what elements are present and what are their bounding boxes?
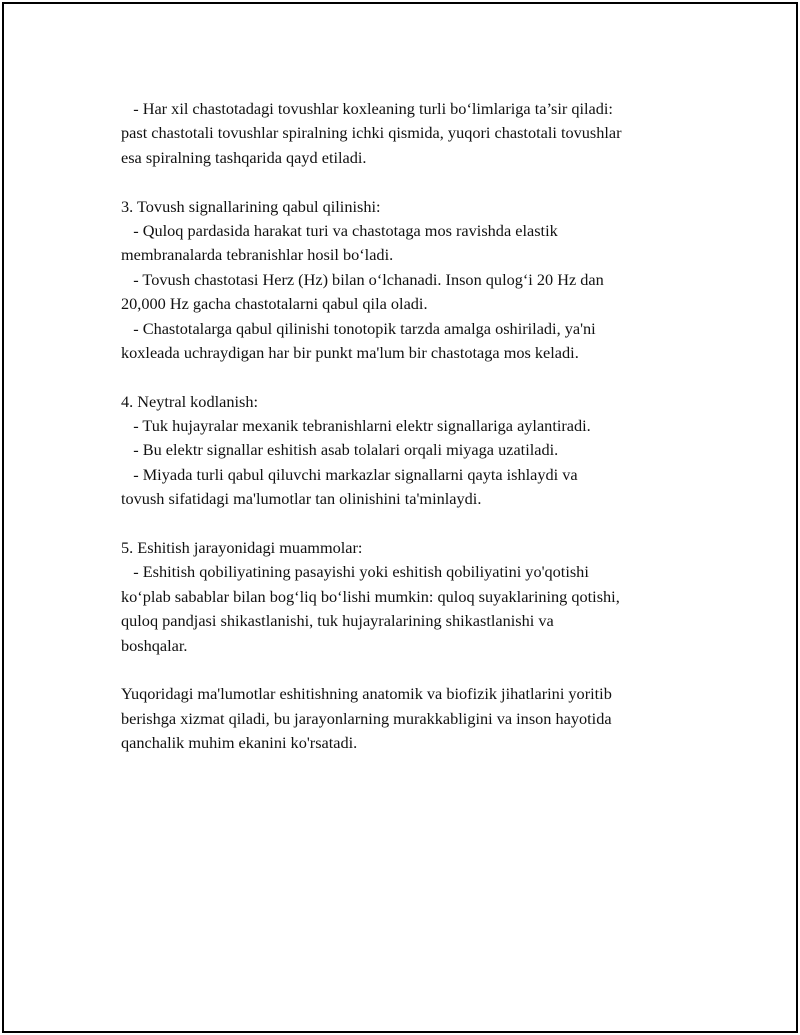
paragraph-gap bbox=[121, 365, 711, 389]
section-heading: 5. Eshitish jarayonidagi muammolar: bbox=[121, 538, 363, 558]
text-line: 20,000 Hz gacha chastotalarni qabul qila oladi. bbox=[121, 294, 428, 314]
paragraph-gap bbox=[121, 512, 711, 536]
text-line: boshqalar. bbox=[121, 635, 188, 655]
text-line: - Bu elektr signallar eshitish asab tolalari orqali miyaga uzatiladi. bbox=[121, 440, 559, 460]
text-line: - Har xil chastotadagi tovushlar koxleaning turli bo‘limlariga ta’sir qiladi: bbox=[121, 99, 613, 118]
text-line: - Tuk hujayralar mexanik tebranishlarni elektr signallariga aylantiradi. bbox=[121, 416, 591, 436]
text-line: quloq pandjasi shikastlanishi, tuk hujayralarining shikastlanishi va bbox=[121, 611, 554, 631]
paragraph-gap bbox=[121, 170, 711, 194]
text-line: esa spiralning tashqarida qayd etiladi. bbox=[121, 147, 367, 167]
text-line: ko‘plab sabablar bilan bog‘liq bo‘lishi mumkin: quloq suyaklarining qotishi, bbox=[121, 586, 620, 606]
section-heading: 4. Neytral kodlanish: bbox=[121, 391, 259, 411]
text-line: koxleada uchraydigan har bir punkt ma'lum bir chastotaga mos keladi. bbox=[121, 342, 579, 362]
text-line: - Miyada turli qabul qiluvchi markazlar signallarni qayta ishlaydi va bbox=[121, 464, 578, 484]
paragraph-gap bbox=[121, 658, 711, 682]
text-line: berishga xizmat qiladi, bu jarayonlarning murakkabligini va inson hayotida bbox=[121, 708, 612, 728]
document-body bbox=[121, 97, 711, 756]
text-line: membranalarda tebranishlar hosil bo‘ladi. bbox=[121, 245, 394, 265]
text-line: qanchalik muhim ekanini ko'rsatadi. bbox=[121, 733, 358, 753]
text-line: - Tovush chastotasi Herz (Hz) bilan o‘lchanadi. Inson qulog‘i 20 Hz dan bbox=[121, 269, 604, 289]
text-line: tovush sifatidagi ma'lumotlar tan olinishini ta'minlaydi. bbox=[121, 489, 482, 509]
text-line: - Chastotalarga qabul qilinishi tonotopik tarzda amalga oshiriladi, ya'ni bbox=[121, 318, 596, 338]
page-frame bbox=[2, 2, 798, 1033]
text-line: - Eshitish qobiliyatining pasayishi yoki eshitish qobiliyatini yo'qotishi bbox=[121, 562, 589, 582]
section-heading: 3. Tovush signallarining qabul qilinishi: bbox=[121, 196, 381, 216]
text-line: - Quloq pardasida harakat turi va chastotaga mos ravishda elastik bbox=[121, 220, 558, 240]
text-line: past chastotali tovushlar spiralning ichki qismida, yuqori chastotali tovushlar bbox=[121, 123, 622, 143]
text-line: Yuqoridagi ma'lumotlar eshitishning anatomik va biofizik jihatlarini yoritib bbox=[121, 684, 612, 704]
